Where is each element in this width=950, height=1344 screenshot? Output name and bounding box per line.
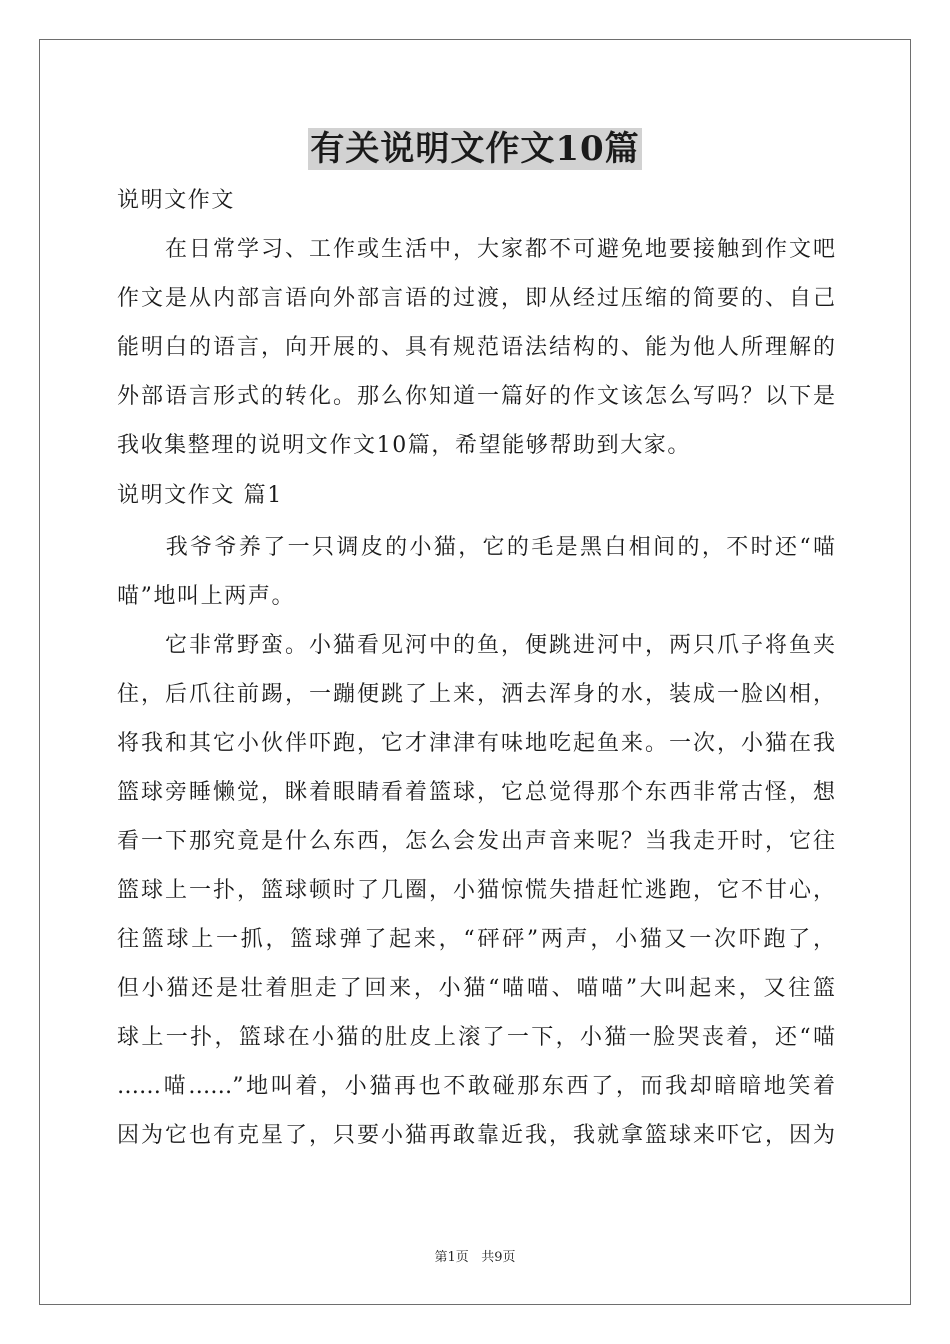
text-line: 篮球上一扑，篮球顿时了几圈，小猫惊慌失措赶忙逃跑，它不甘心， [117, 878, 835, 903]
text-line: 看一下那究竟是什么东西，怎么会发出声音来呢？当我走开时，它往 [117, 829, 835, 854]
text-line: 能明白的语言，向开展的、具有规范语法结构的、能为他人所理解的 [117, 335, 835, 360]
text-line: 作文是从内部言语向外部言语的过渡，即从经过压缩的简要的、自己 [117, 286, 835, 311]
text-line: 篮球旁睡懒觉，眯着眼睛看着篮球，它总觉得那个东西非常古怪，想 [117, 780, 835, 805]
section-heading: 说明文作文 篇1 [117, 483, 283, 508]
text-line: 但小猫还是壮着胆走了回来，小猫“喵喵、喵喵”大叫起来，又往篮 [117, 976, 835, 1001]
document-title: 有关说明文作文10篇 [310, 129, 640, 169]
text-line: 因为它也有克星了，只要小猫再敢靠近我，我就拿篮球来吓它，因为 [117, 1123, 835, 1148]
text-line: 喵”地叫上两声。 [117, 584, 296, 609]
text-line: 在日常学习、工作或生活中，大家都不可避免地要接触到作文吧 [117, 237, 835, 262]
text-line: 我收集整理的说明文作文10篇，希望能够帮助到大家。 [117, 433, 691, 458]
text-line: 外部语言形式的转化。那么你知道一篇好的作文该怎么写吗？以下是 [117, 384, 835, 409]
text-line: 我爷爷养了一只调皮的小猫，它的毛是黑白相间的，不时还“喵 [117, 535, 835, 560]
heading-line: 说明文作文 [117, 188, 236, 213]
page-total: 共9页 [481, 1250, 516, 1265]
text-line: 往篮球上一抓，篮球弹了起来，“砰砰”两声，小猫又一次吓跑了， [117, 927, 835, 952]
text-line: ……喵……”地叫着，小猫再也不敢碰那东西了，而我却暗暗地笑着 [117, 1074, 835, 1099]
page-number: 第1页 [434, 1250, 469, 1265]
page-footer [0, 1246, 950, 1265]
text-line: 球上一扑，篮球在小猫的肚皮上滚了一下，小猫一脸哭丧着，还“喵 [117, 1025, 835, 1050]
text-line: 它非常野蛮。小猫看见河中的鱼，便跳进河中，两只爪子将鱼夹 [117, 633, 835, 658]
title-container [0, 128, 950, 170]
text-line: 住，后爪往前踢，一蹦便跳了上来，洒去浑身的水，装成一脸凶相， [117, 682, 835, 707]
text-line: 将我和其它小伙伴吓跑，它才津津有味地吃起鱼来。一次，小猫在我 [117, 731, 835, 756]
